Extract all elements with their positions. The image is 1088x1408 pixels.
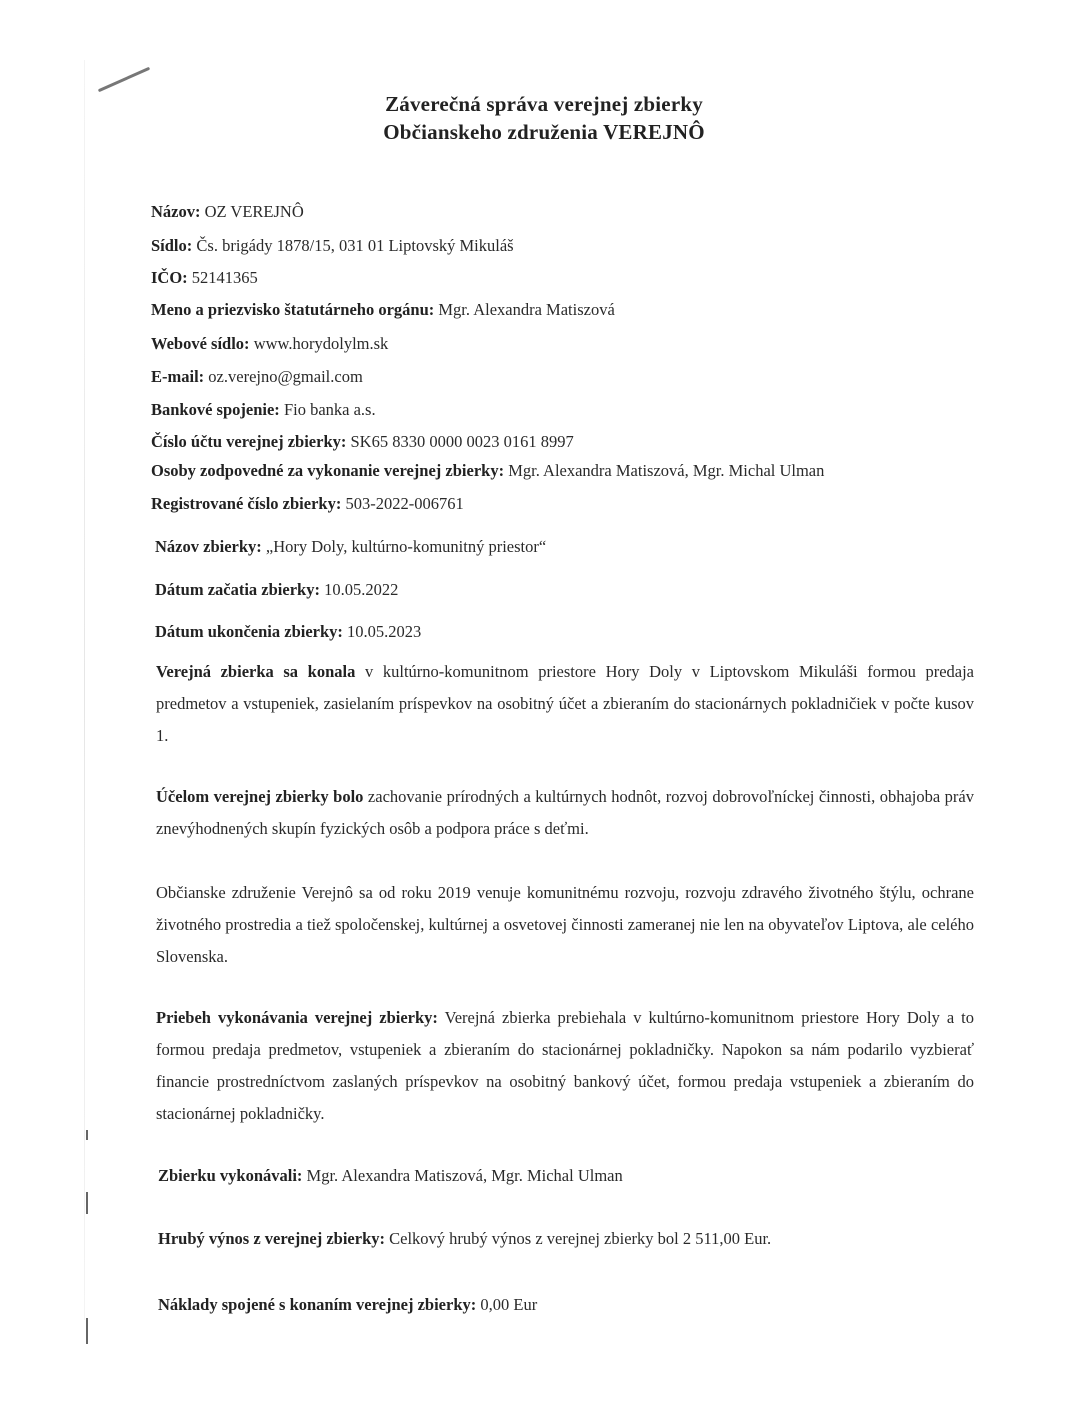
field-account: Číslo účtu verejnej zbierky: SK65 8330 0000 0023 0161 8997 [151,432,574,451]
pen-mark [98,67,150,93]
document-title-line-1: Záverečná správa verejnej zbierky [385,92,703,116]
field-seat: Sídlo: Čs. brigády 1878/15, 031 01 Liptovský Mikuláš [151,236,514,255]
margin-mark [86,1130,88,1140]
field-ico: IČO: 52141365 [151,268,258,287]
field-start-date: Dátum začatia zbierky: 10.05.2022 [155,580,399,599]
field-website: Webové sídlo: www.horydolylm.sk [151,334,389,353]
paragraph-gross-yield: Hrubý výnos z verejnej zbierky: Celkový hrubý výnos z verejnej zbierky bol 2 511,00 Eur. [158,1229,772,1248]
page-edge [84,60,85,1320]
margin-mark [86,1318,88,1344]
field-statutory: Meno a priezvisko štatutárneho orgánu: Mgr. Alexandra Matiszová [151,300,615,319]
field-name: Názov: OZ VEREJNÔ [151,202,304,221]
paragraph-costs: Náklady spojené s konaním verejnej zbierky: 0,00 Eur [158,1295,538,1314]
paragraph-venue: Verejná zbierka sa konala v kultúrno-komunitnom priestore Hory Doly v Liptovskom Mikuláši formou predaja predmetov a vstupeniek, zasielaním príspevkov na osobitný účet a zbieraním do stacionárnych pokladničiek v počte kusov 1. [156,662,974,745]
field-collection-name: Názov zbierky: „Hory Doly, kultúrno-komunitný priestor“ [155,537,547,556]
paragraph-progress: Priebeh vykonávania verejnej zbierky: Verejná zbierka prebiehala v kultúrno-komunitnom priestore Hory Doly a to formou predaja predmetov, vstupeniek a zbieraním do stacionárnej pokladničky. Napokon sa nám podarilo vyzbierať financie prostredníctvom zaslaných príspevkov na osobitný bankový účet, formou predaja vstupeniek a zbieraním do stacionárnej pokladničky. [156,1008,974,1123]
margin-mark [86,1192,88,1214]
paragraph-collectors: Zbierku vykonávali: Mgr. Alexandra Matiszová, Mgr. Michal Ulman [158,1166,623,1185]
paragraph-purpose: Účelom verejnej zbierky bolo zachovanie prírodných a kultúrnych hodnôt, rozvoj dobrovoľníckej činnosti, obhajoba práv znevýhodnených skupín fyzických osôb a podpora práce s deťmi. [156,787,974,838]
field-end-date: Dátum ukončenia zbierky: 10.05.2023 [155,622,422,641]
field-registration: Registrované číslo zbierky: 503-2022-006761 [151,494,464,513]
paragraph-about: Občianske združenie Verejnô sa od roku 2019 venuje komunitnému rozvoju, rozvoju zdravého životného štýlu, ochrane životného prostredia a tiež spoločenskej, kultúrnej a osvetovej činnosti zameranej nie len na obyvateľov Liptova, ale celého Slovenska. [156,883,974,966]
document-title-line-2: Občianskeho združenia VEREJNÔ [383,120,705,144]
field-email: E-mail: oz.verejno@gmail.com [151,367,363,386]
field-bank: Bankové spojenie: Fio banka a.s. [151,400,376,419]
field-responsible: Osoby zodpovedné za vykonanie verejnej zbierky: Mgr. Alexandra Matiszová, Mgr. Michal Ulman [151,461,825,480]
